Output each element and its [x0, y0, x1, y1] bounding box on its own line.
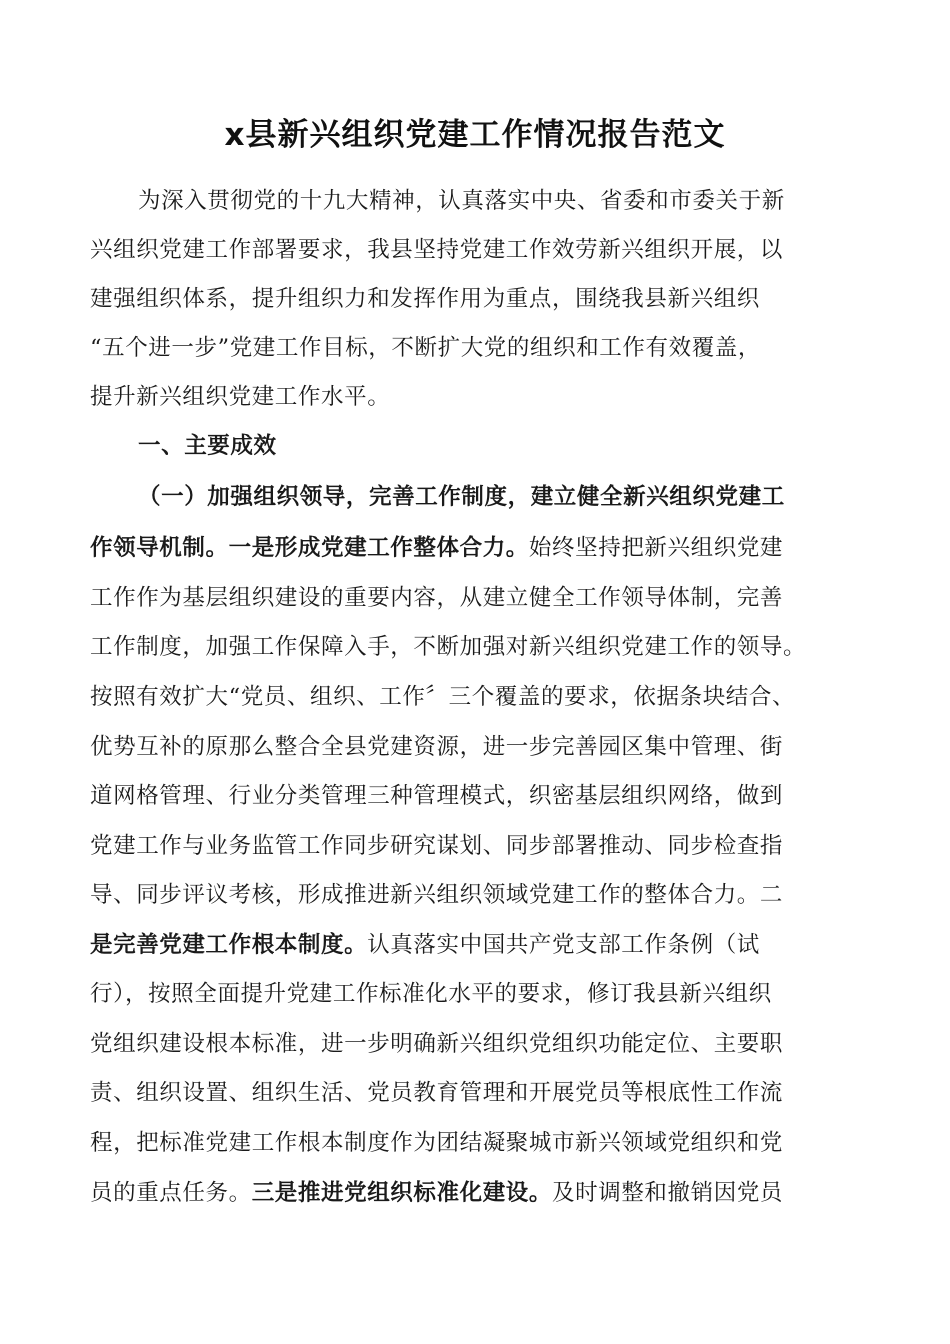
body-line: 工作作为基层组织建设的重要内容，从建立健全工作领导体制，完善: [90, 585, 784, 611]
point-2-label: 是完善党建工作根本制度。: [90, 932, 368, 958]
body-line: 按照有效扩大“党员、组织、工作〞三个覆盖的要求，依据条块结合、: [90, 684, 796, 710]
intro-line-3: 建强组织体系，提升组织力和发挥作用为重点，围绕我县新兴组织: [90, 286, 760, 312]
point-2-line: [90, 930, 760, 960]
point-1-label: 一是形成党建工作整体合力。: [228, 535, 529, 561]
body-line: 优势互补的原那么整合全县党建资源，进一步完善园区集中管理、街: [90, 734, 784, 760]
body-line: 党建工作与业务监管工作同步研究谋划、同步部署推动、同步检查指: [90, 833, 784, 859]
body-line: 责、组织设置、组织生活、党员教育管理和开展党员等根底性工作流: [90, 1080, 784, 1106]
intro-line-4: “五个进一步”党建工作目标，不断扩大党的组织和工作有效覆盖，: [90, 335, 762, 361]
body-line: 导、同步评议考核，形成推进新兴组织领域党建工作的整体合力。二: [90, 882, 784, 908]
sub-heading-line-1: （一）加强组织领导，完善工作制度，建立健全新兴组织党建工: [138, 484, 785, 510]
intro-line-5: 提升新兴组织党建工作水平。: [90, 384, 391, 410]
body-line: 工作制度，加强工作保障入手，不断加强对新兴组织党建工作的领导。: [90, 634, 807, 660]
sub-heading-tail: 作领导机制。: [90, 535, 229, 561]
point-3-label: 三是推进党组织标准化建设。: [251, 1180, 553, 1206]
point-3-prefix: 员的重点任务。: [90, 1180, 252, 1206]
point-3-text-start: 及时调整和撤销因党员: [552, 1180, 784, 1206]
body-line: 党组织建设根本标准，进一步明确新兴组织党组织功能定位、主要职: [90, 1031, 784, 1057]
intro-line-2: 兴组织党建工作部署要求，我县坚持党建工作效劳新兴组织开展，以: [90, 237, 784, 263]
point-2-text-start: 认真落实中国共产党支部工作条例（试: [367, 932, 760, 958]
point-1-text-start: 始终坚持把新兴组织党建: [528, 535, 784, 561]
section-heading: 一、主要成效: [138, 433, 277, 459]
document-title: x县新兴组织党建工作情况报告范文: [224, 117, 726, 153]
intro-line-1: 为深入贯彻党的十九大精神，认真落实中央、省委和市委关于新: [138, 188, 785, 214]
sub-heading-line-2: [90, 533, 783, 563]
point-3-line: [90, 1178, 783, 1208]
body-line: 道网格管理、行业分类管理三种管理模式，织密基层组织网络，做到: [90, 783, 784, 809]
body-line: 行），按照全面提升党建工作标准化水平的要求，修订我县新兴组织: [90, 981, 772, 1007]
body-line: 程，把标准党建工作根本制度作为团结凝聚城市新兴领域党组织和党: [90, 1130, 784, 1156]
